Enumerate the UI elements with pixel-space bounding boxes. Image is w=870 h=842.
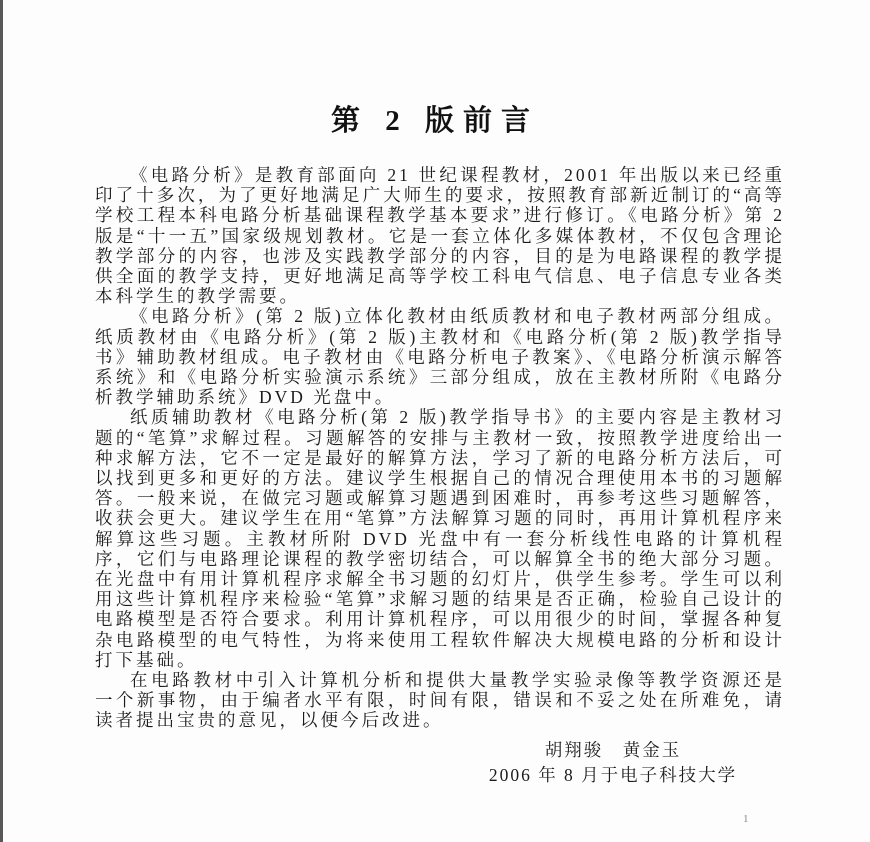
paragraph-2: 《电路分析》(第 2 版)立体化教材由纸质教材和电子教材两部分组成。纸质教材由《电路分析》(第 2 版)主教材和《电路分析(第 2 版)教学指导书》辅助教材组成。电子教材由《电路分析电子教案》、《电路分析演示解答系统》和《电路分析实验演示系统》三部分组成，放在主教材所附《电路分析教学辅助系统》DVD 光盘中。 — [95, 306, 785, 408]
paragraph-1: 《电路分析》是教育部面向 21 世纪课程教材，2001 年出版以来已经重印了十多次，为了更好地满足广大师生的要求，按照教育部新近制订的“高等学校工程本科电路分析基础课程教学基本要求”进行修订。《电路分析》第 2 版是“十一五”国家级规划教材。它是一套立体化多媒体教材，不仅包含理论教学部分的内容，也涉及实践教学部分的内容，目的是为电路课程的教学提供全面的教学支持，更好地满足高等学校工科电气信息、电子信息专业各类本科学生的教学需要。 — [95, 165, 785, 307]
paragraph-3: 纸质辅助教材《电路分析(第 2 版)教学指导书》的主要内容是主教材习题的“笔算”求解过程。习题解答的安排与主教材一致，按照教学进度给出一种求解方法，它不一定是最好的解算方法，学习了新的电路分析方法后，可以找到更多和更好的方法。建议学生根据自己的情况合理使用本书的习题解答。一般来说，在做完习题或解算习题遇到困难时，再参考这些习题解答，收获会更大。建议学生在用“笔算”方法解算习题的同时，再用计算机程序来解算这些习题。主教材所附 DVD 光盘中有一套分析线性电路的计算机程序，它们与电路理论课程的教学密切结合，可以解算全书的绝大部分习题。在光盘中有用计算机程序求解全书习题的幻灯片，供学生参考。学生可以利用这些计算机程序来检验“笔算”求解习题的结果是否正确，检验自己设计的电路模型是否符合要求。利用计算机程序，可以用很少的时间，掌握各种复杂电路模型的电气特性，为将来使用工程软件解决大规模电路的分析和设计打下基础。 — [95, 407, 785, 670]
signature-block — [488, 738, 738, 788]
page-number: 1 — [743, 813, 749, 825]
page-title: 第 2 版前言 — [330, 105, 539, 137]
signature-authors: 胡翔骏 黄金玉 — [544, 739, 682, 760]
paragraph-4: 在电路教材中引入计算机分析和提供大量教学实验录像等教学资源还是一个新事物，由于编者水平有限，时间有限，错误和不妥之处在所难免，请读者提出宝贵的意见，以便今后改进。 — [95, 670, 785, 731]
preface-body — [95, 165, 785, 788]
signature-dateline: 2006 年 8 月于电子科技大学 — [488, 764, 738, 785]
